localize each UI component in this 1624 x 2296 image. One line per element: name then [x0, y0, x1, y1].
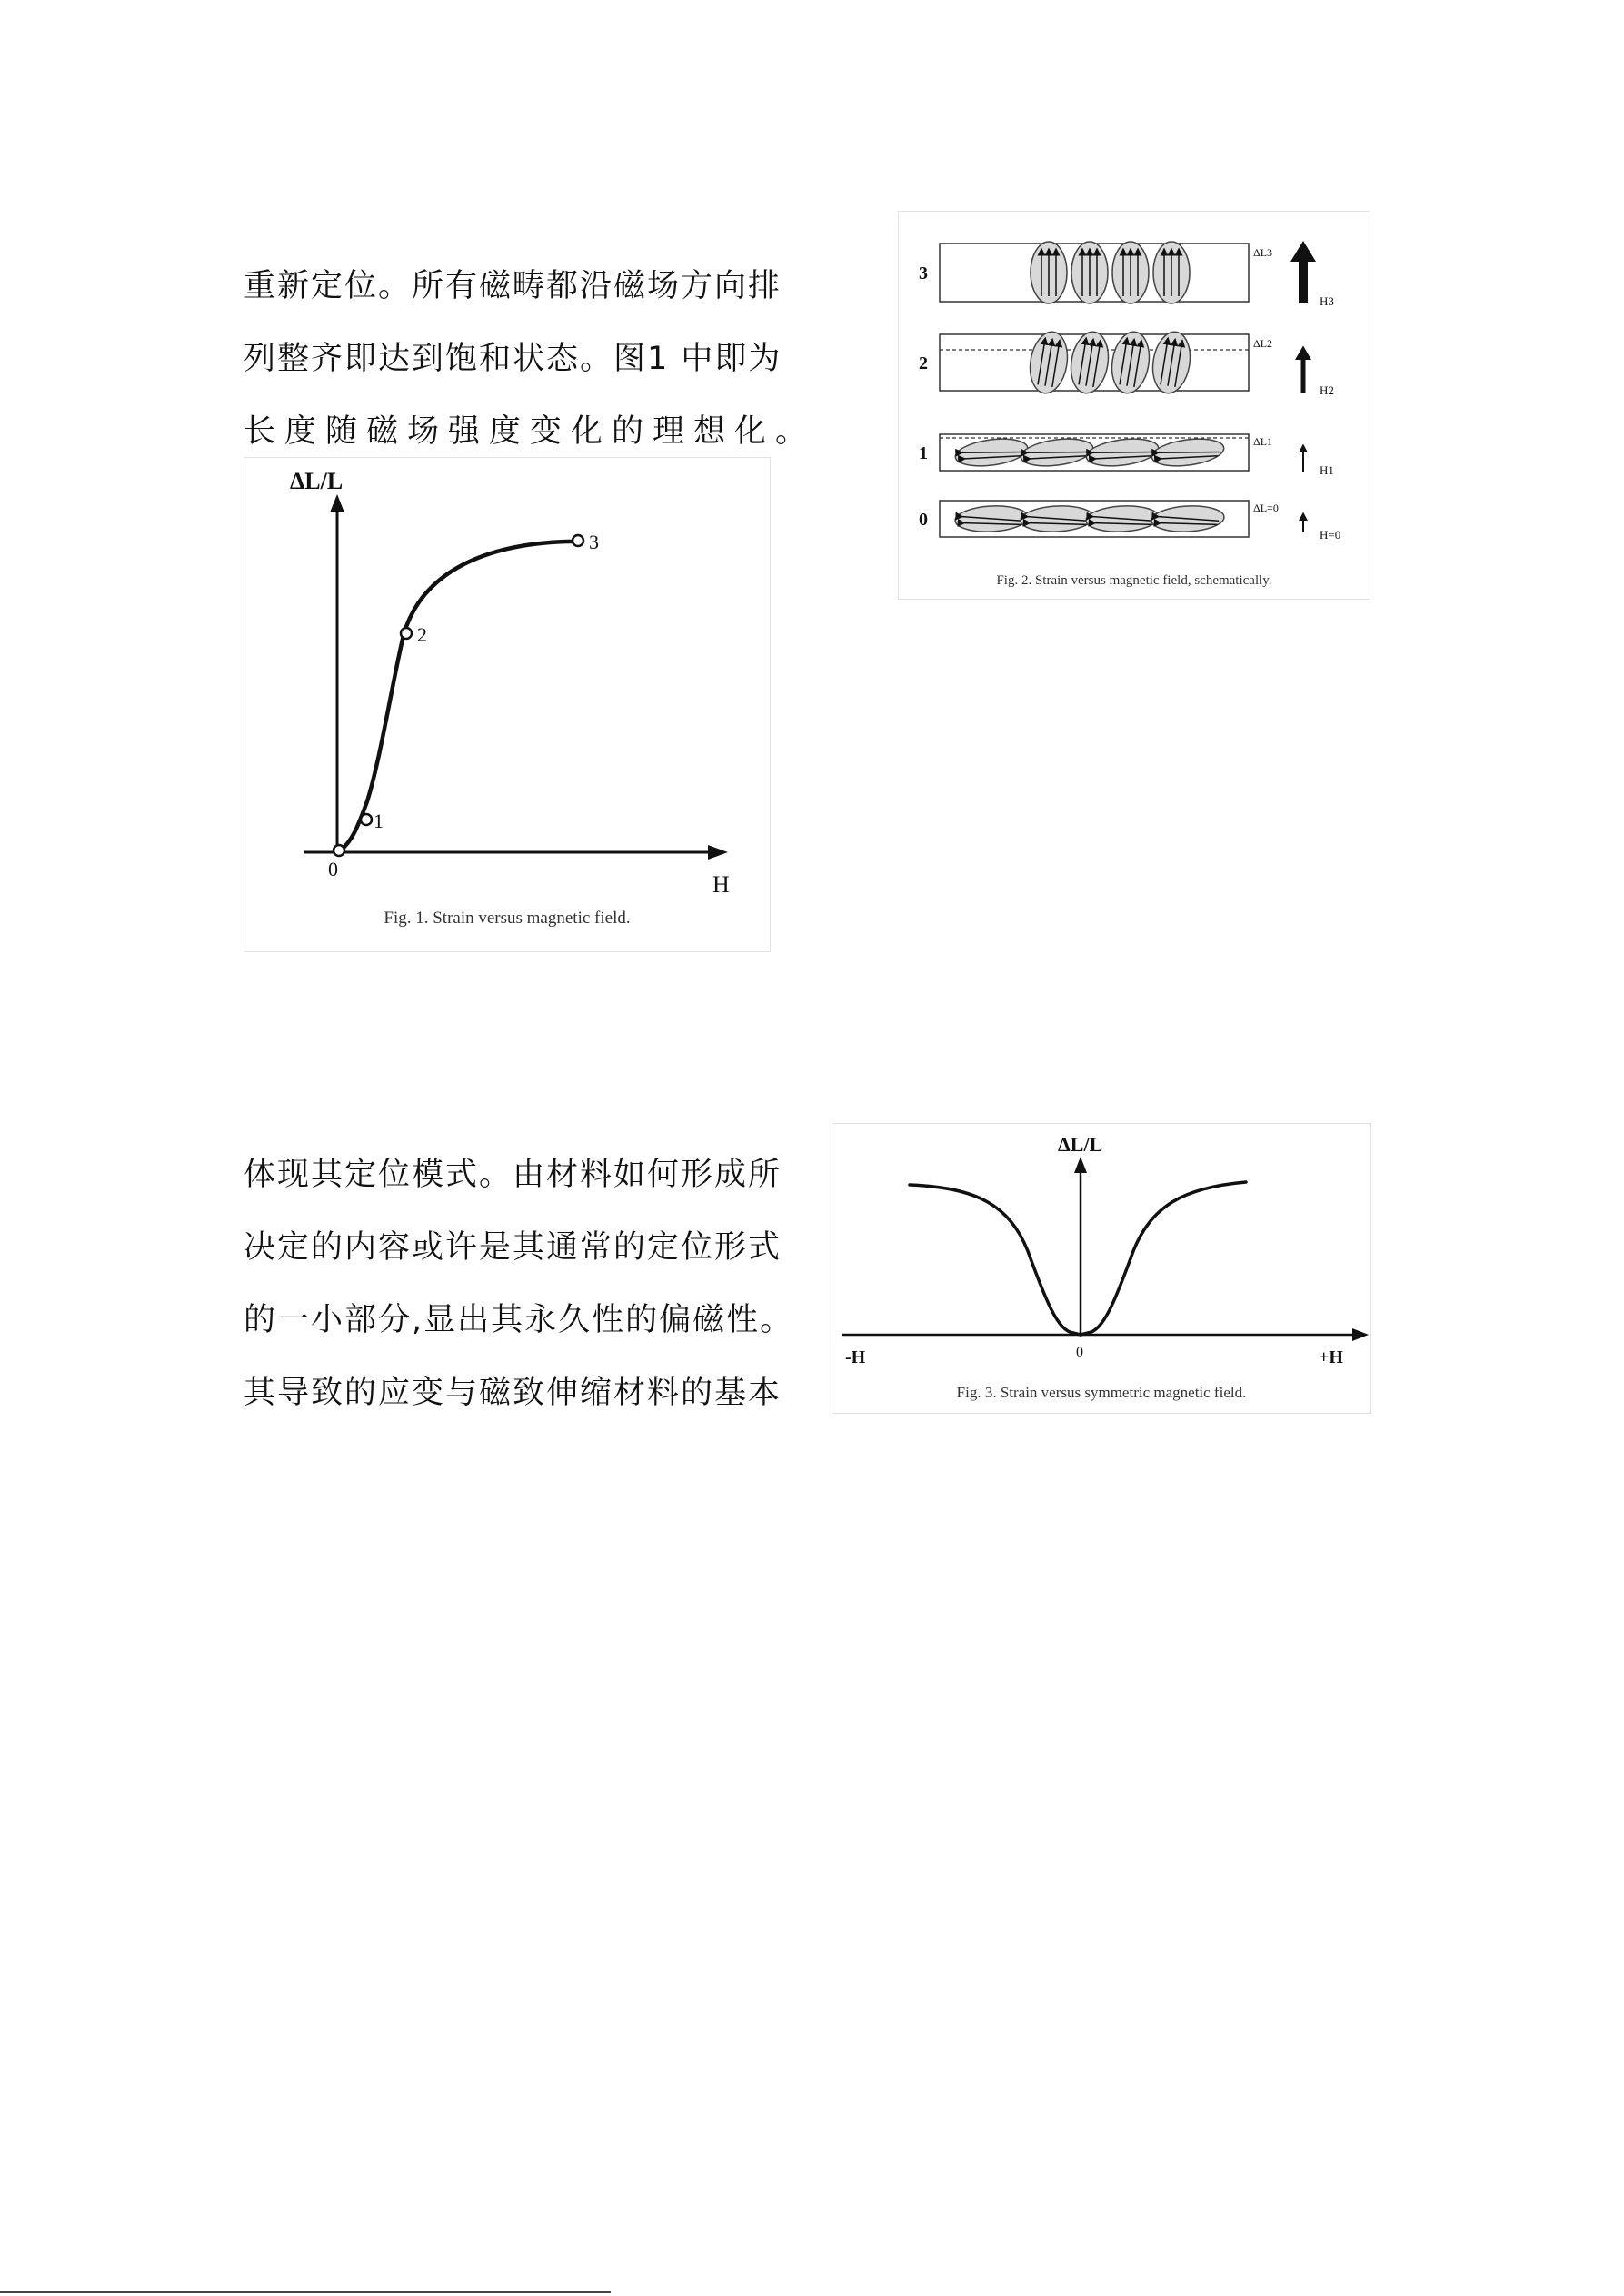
- y-axis-label: ΔL/L: [1058, 1133, 1103, 1156]
- field-label: H1: [1320, 463, 1334, 477]
- figure-1: [244, 457, 771, 952]
- domain-row-2: [919, 329, 1334, 397]
- field-arrow-head: [1299, 444, 1308, 453]
- figure-2: [898, 211, 1370, 600]
- domain-row-3: [919, 241, 1334, 308]
- x-axis-arrow: [1352, 1328, 1369, 1341]
- field-arrow-head: [1290, 241, 1316, 262]
- y-axis-label: ΔL/L: [290, 468, 344, 494]
- point-marker-2: [401, 628, 412, 639]
- figure-2-drawing: [899, 212, 1371, 601]
- magnetic-domain: [954, 435, 1030, 470]
- magnetic-domain: [1112, 242, 1149, 303]
- field-label: H2: [1320, 383, 1334, 397]
- row-index-label: 3: [919, 263, 928, 283]
- point-marker-1: [361, 814, 372, 825]
- text-line: 决定的内容或许是其通常的定位形式: [244, 1229, 782, 1266]
- magnetic-domain: [1085, 435, 1161, 470]
- point-marker-3: [573, 535, 583, 546]
- field-label: H3: [1320, 294, 1334, 308]
- domain-row-0: [919, 501, 1340, 542]
- strain-label: ΔL3: [1253, 246, 1273, 259]
- magnetic-domain: [1067, 329, 1112, 395]
- point-label-3: 3: [589, 531, 599, 553]
- strain-label: ΔL2: [1253, 337, 1273, 350]
- strain-curve: [337, 542, 572, 852]
- text-line: 重新定位。所有磁畴都沿磁场方向排: [244, 268, 782, 304]
- y-axis-arrow: [330, 494, 344, 512]
- magnetic-domain: [1085, 504, 1159, 533]
- magnetic-domain: [1149, 329, 1194, 395]
- top-paragraph: [244, 250, 816, 468]
- magnetic-domain: [1031, 242, 1067, 303]
- figure-caption: Fig. 1. Strain versus magnetic field.: [384, 909, 631, 928]
- text-line: 其导致的应变与磁致伸缩材料的基本: [244, 1375, 782, 1411]
- x-origin-label: 0: [1076, 1345, 1083, 1360]
- text-line: 长度随磁场强度变化的理想化。: [244, 413, 817, 450]
- magnetic-domain: [1108, 329, 1153, 395]
- magnetic-domain: [954, 504, 1028, 533]
- x-left-label: -H: [845, 1347, 866, 1367]
- y-axis-arrow: [1074, 1157, 1087, 1173]
- field-label: H=0: [1320, 528, 1341, 542]
- point-label-1: 1: [374, 810, 384, 832]
- magnetic-domain: [1153, 242, 1190, 303]
- field-arrow-head: [1299, 512, 1308, 522]
- magnetic-domain: [1071, 242, 1108, 303]
- text-line: 列整齐即达到饱和状态。图1 中即为: [244, 341, 782, 377]
- magnetic-domain: [1020, 435, 1095, 470]
- magnetic-domain: [1020, 504, 1093, 533]
- x-right-label: +H: [1319, 1347, 1343, 1367]
- x-axis-arrow: [708, 845, 728, 860]
- row-index-label: 2: [919, 353, 928, 373]
- magnetic-domain: [1151, 504, 1224, 533]
- figure-3: [832, 1123, 1371, 1414]
- strain-curve-left: [910, 1185, 1081, 1335]
- field-arrow-head: [1295, 346, 1311, 361]
- x-axis-label: H: [712, 871, 730, 898]
- point-label-2: 2: [417, 623, 427, 646]
- strain-curve-right: [1081, 1182, 1246, 1335]
- strain-label: ΔL1: [1253, 435, 1273, 448]
- magnetic-domain: [1151, 435, 1226, 470]
- text-line: 的一小部分,显出其永久性的偏磁性。: [244, 1302, 794, 1338]
- figure-caption: Fig. 2. Strain versus magnetic field, schematically.: [996, 573, 1272, 588]
- figure-caption: Fig. 3. Strain versus symmetric magnetic field.: [956, 1384, 1247, 1401]
- text-line: 体现其定位模式。由材料如何形成所: [244, 1157, 782, 1193]
- row-index-label: 0: [919, 510, 928, 530]
- strain-label: ΔL=0: [1253, 502, 1279, 514]
- bottom-paragraph: [244, 1138, 793, 1429]
- footnote-rule: [0, 2291, 611, 2293]
- domain-row-1: [919, 434, 1334, 477]
- point-marker-0: [334, 845, 344, 856]
- row-index-label: 1: [919, 443, 928, 463]
- magnetic-domain: [1026, 329, 1071, 395]
- point-label-0: 0: [328, 858, 338, 880]
